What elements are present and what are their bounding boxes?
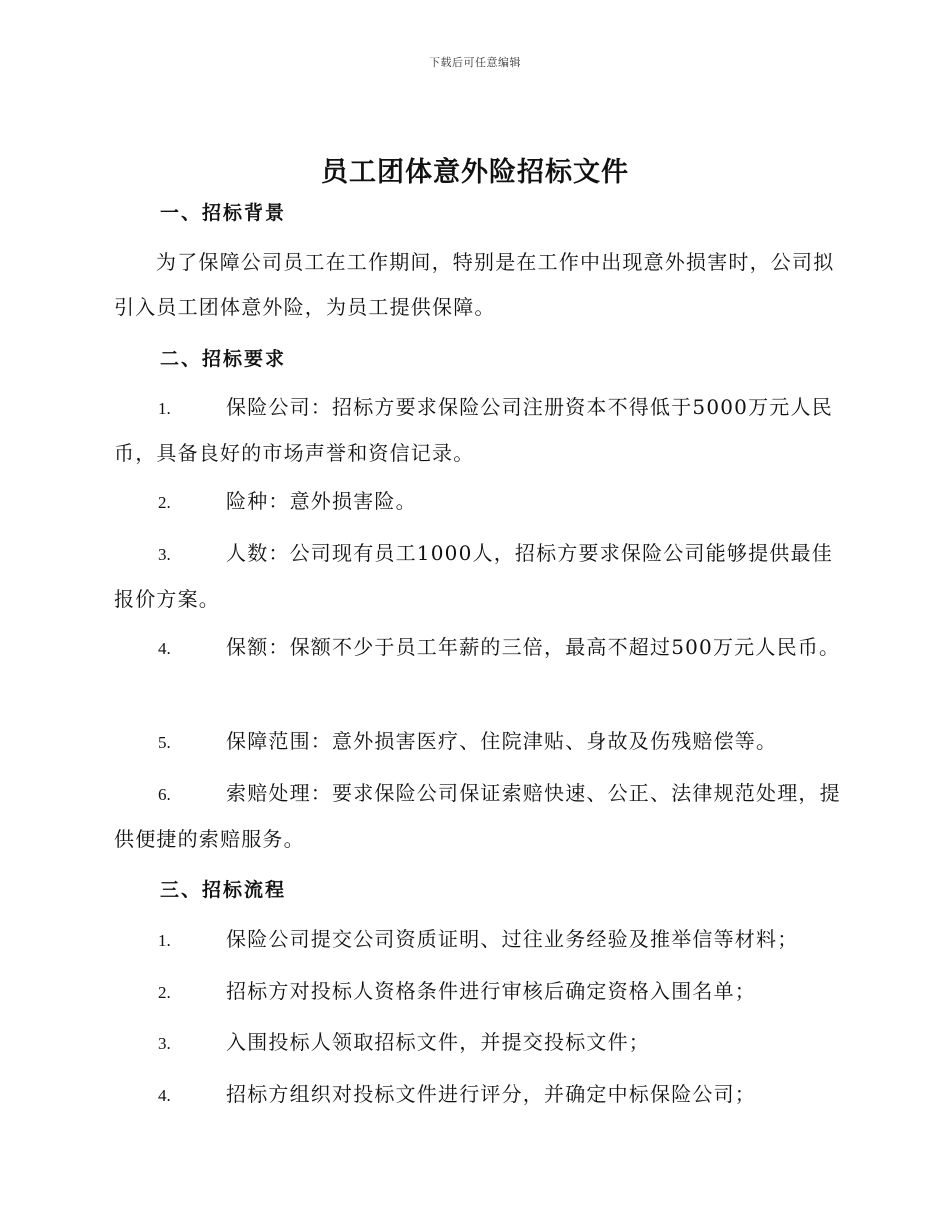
list-item-number: 1. <box>158 931 171 950</box>
list-item-text: 招标方组织对投标文件进行评分，并确定中标保险公司； <box>226 1082 756 1106</box>
section-heading-background: 一、招标背景 <box>160 202 287 224</box>
list-item <box>114 385 844 476</box>
background-paragraph: 为了保障公司员工在工作期间，特别是在工作中出现意外损害时，公司拟引入员工团体意外险，为员工提供保障。 <box>114 250 835 319</box>
section-heading-process: 三、招标流程 <box>160 879 287 901</box>
list-item-number: 5. <box>158 733 171 752</box>
document-title: 员工团体意外险招标文件 <box>321 157 629 188</box>
list-item-number: 3. <box>158 1034 171 1053</box>
list-item-text: 招标方对投标人资格条件进行审核后确定资格入围名单； <box>226 979 756 1003</box>
list-item-text: 险种：意外损害险。 <box>226 489 417 513</box>
list-item-text: 保障范围：意外损害医疗、住院津贴、身故及伤残赔偿等。 <box>226 729 778 753</box>
list-item-number: 2. <box>158 983 171 1002</box>
list-item <box>114 479 844 525</box>
list-item <box>114 719 844 765</box>
list-item-number: 1. <box>158 399 171 418</box>
header-note: 下载后可任意编辑 <box>429 56 521 69</box>
list-item-number: 2. <box>158 493 171 512</box>
list-item <box>114 531 844 622</box>
list-item-text: 保额：保额不少于员工年薪的三倍，最高不超过500万元人民币。 <box>226 635 841 659</box>
list-item-number: 4. <box>158 1086 171 1105</box>
list-item-number: 6. <box>158 785 171 804</box>
section-heading-requirements: 二、招标要求 <box>160 348 287 370</box>
list-item <box>114 771 844 862</box>
list-item-text: 保险公司：招标方要求保险公司注册资本不得低于5000万元人民币，具备良好的市场声誉和资信记录。 <box>114 395 833 465</box>
list-item <box>114 1020 844 1066</box>
list-item-text: 索赔处理：要求保险公司保证索赔快速、公正、法律规范处理，提供便捷的索赔服务。 <box>114 781 841 851</box>
list-item-text: 保险公司提交公司资质证明、过往业务经验及推举信等材料； <box>226 927 799 951</box>
list-item-text: 人数：公司现有员工1000人，招标方要求保险公司能够提供最佳报价方案。 <box>114 541 833 611</box>
list-item <box>114 969 844 1015</box>
list-item-text: 入围投标人领取招标文件，并提交投标文件； <box>226 1030 650 1054</box>
list-item <box>114 1072 844 1118</box>
list-item-number: 4. <box>158 639 171 658</box>
list-item <box>114 625 844 671</box>
list-item-number: 3. <box>158 545 171 564</box>
list-item <box>114 917 844 963</box>
